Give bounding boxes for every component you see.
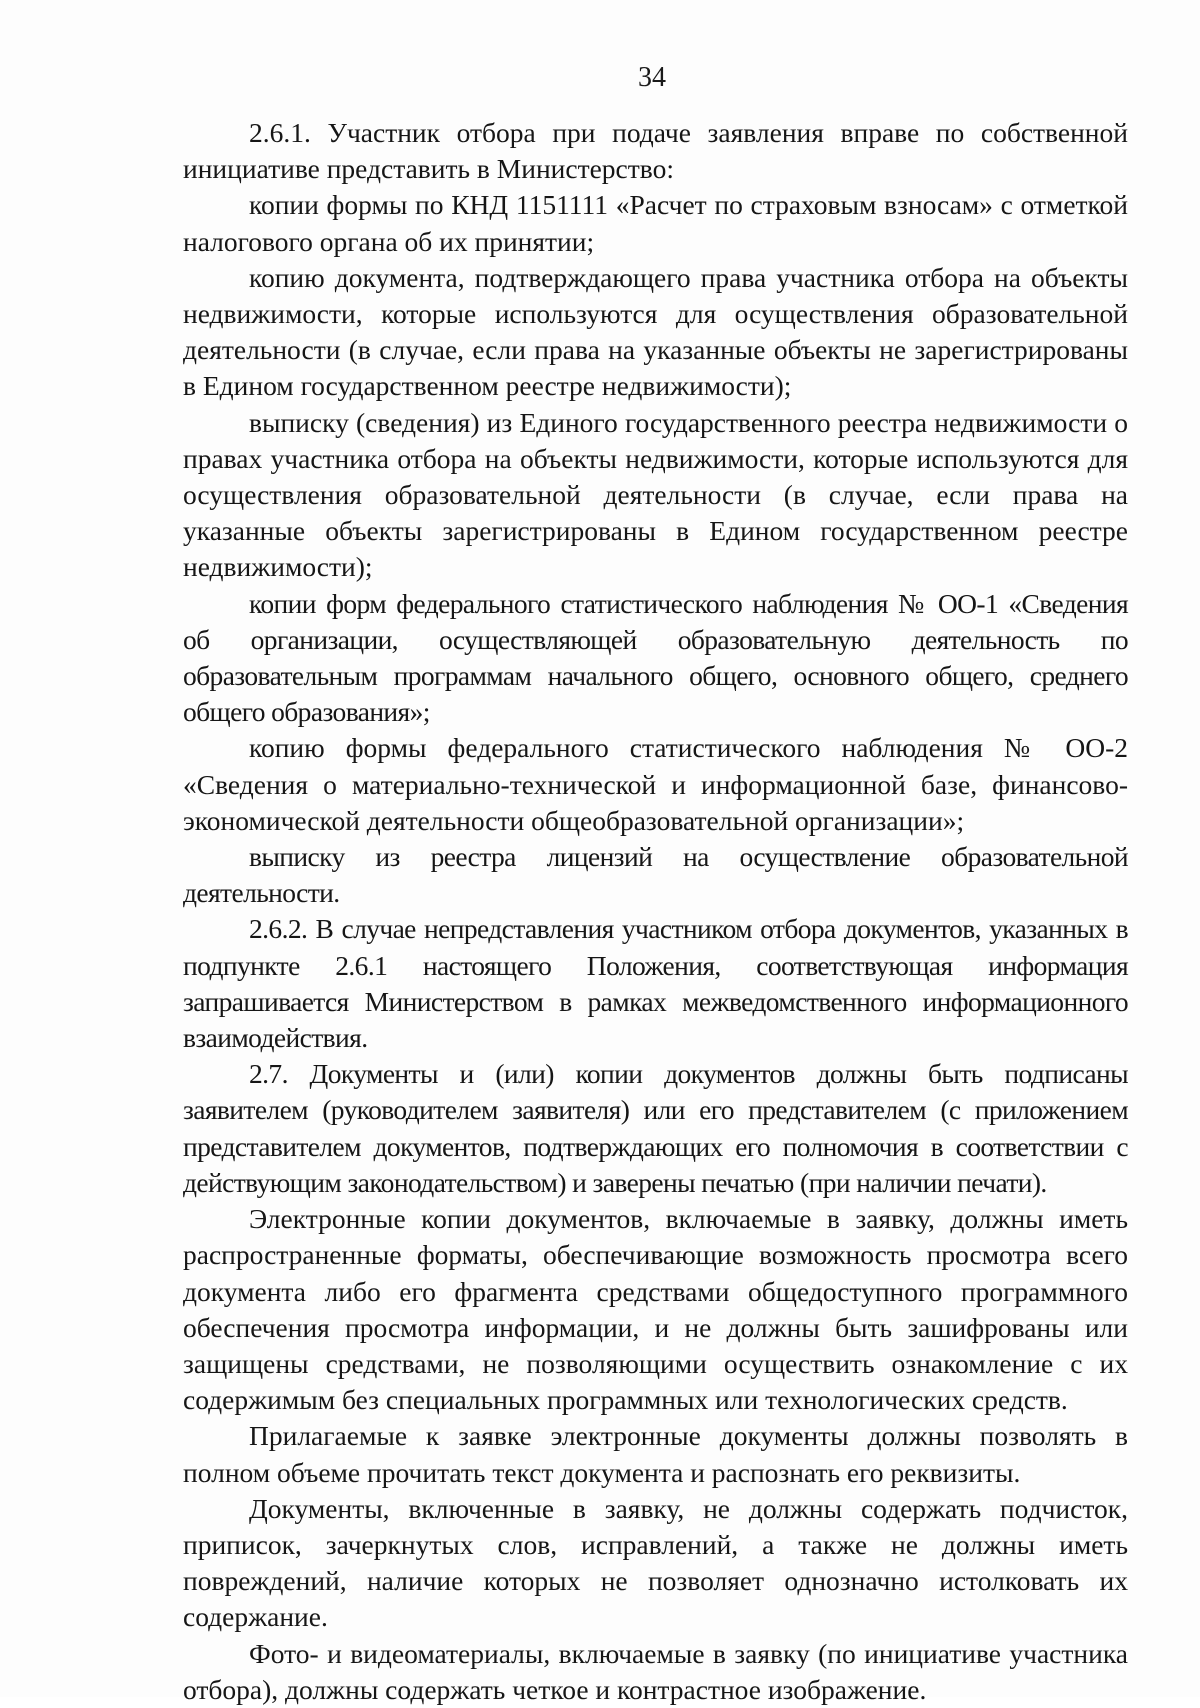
page-number: 34 [638,62,666,93]
paragraph-form-oo-1: копии форм федерального статистического наблюдения № ОО-1 «Сведения об организации, осуществляющей образовательную деятельность по образовательным программам начального общего, основного общего, среднего общего образования»; [183,587,1128,728]
paragraph-attached-documents: Прилагаемые к заявке электронные документы должны позволять в полном объеме прочитать текст документа и распознать его реквизиты. [183,1420,1128,1488]
paragraph-license-extract: выписку из реестра лицензий на осуществление образовательной деятельности. [183,841,1128,909]
paragraph-knd-form: копии формы по КНД 1151111 «Расчет по страховым взносам» с отметкой налогового органа об их принятии; [183,189,1128,257]
paragraph-2-7: 2.7. Документы и (или) копии документов должны быть подписаны заявителем (руководителем заявителя) или его представителем (с приложением представителем документов, подтверждающих его полномочия в соответствии с действующим законодательством) и заверены печатью (при наличии печати). [183,1058,1128,1198]
paragraph-2-6-1: 2.6.1. Участник отбора при подаче заявления вправе по собственной инициативе представить в Министерство: [183,117,1128,185]
paragraph-2-6-2: 2.6.2. В случае непредставления участником отбора документов, указанных в подпункте 2.6.1 настоящего Положения, соответствующая информация запрашивается Министерством в рамках межведомственного информационного взаимодействия. [183,913,1128,1054]
paragraph-no-corrections: Документы, включенные в заявку, не должны содержать подчисток, приписок, зачеркнутых слов, исправлений, а также не должны иметь повреждений, наличие которых не позволяет однозначно истолковать их содержание. [183,1492,1128,1633]
paragraph-electronic-copies: Электронные копии документов, включаемые в заявку, должны иметь распространенные форматы, обеспечивающие возможность просмотра всего документа либо его фрагмента средствами общедоступного программного обеспечения просмотра информации, и не должны быть зашифрованы или защищены средствами, не позволяющими осуществить ознакомление с их содержимым без специальных программных или технологических средств. [183,1203,1128,1416]
paragraph-photo-video: Фото- и видеоматериалы, включаемые в заявку (по инициативе участника отбора), должны содержать четкое и контрастное изображение. [183,1637,1128,1705]
paragraph-property-rights-document: копию документа, подтверждающего права участника отбора на объекты недвижимости, которые используются для осуществления образовательной деятельности (в случае, если права на указанные объекты не зарегистрированы в Едином государственном реестре недвижимости); [183,261,1128,402]
document-body [183,115,1128,1708]
paragraph-registry-extract: выписку (сведения) из Единого государственного реестра недвижимости о правах участника отбора на объекты недвижимости, которые используются для осуществления образовательной деятельности (в случае, если права на указанные объекты зарегистрированы в Едином государственном реестре недвижимости); [183,406,1128,583]
paragraph-form-oo-2: копию формы федерального статистического наблюдения № ОО-2 «Сведения о материально-технической и информационной базе, финансово-экономической деятельности общеобразовательной организации»; [183,732,1128,836]
